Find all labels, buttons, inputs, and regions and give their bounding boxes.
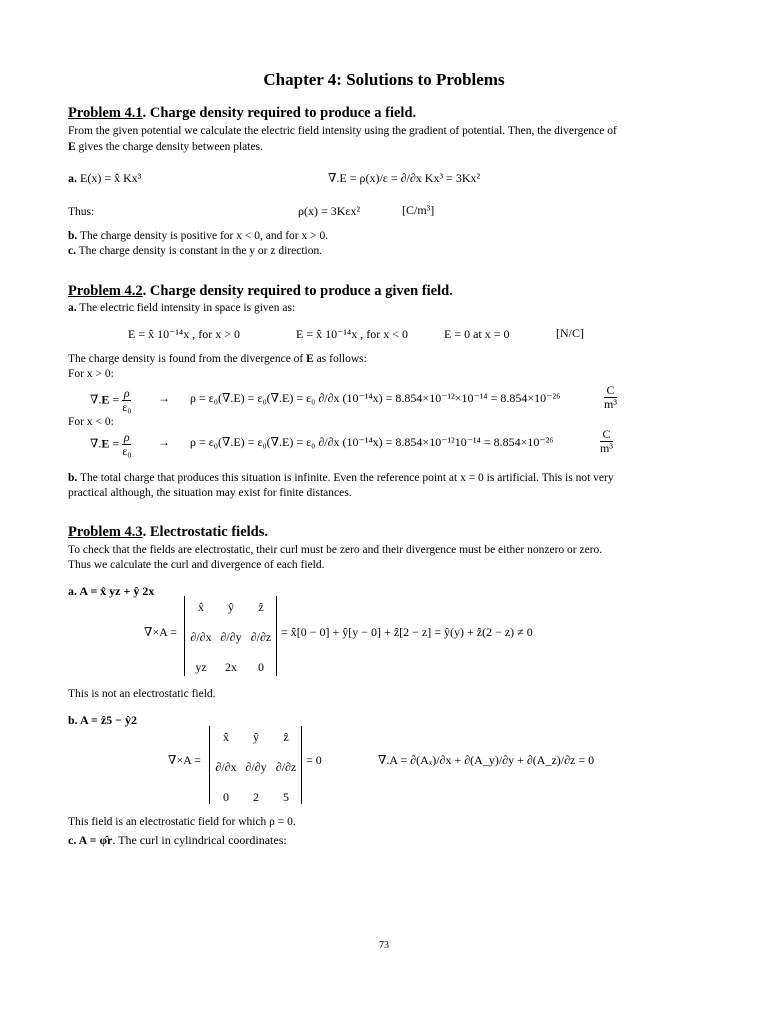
unit-den: m³: [600, 441, 613, 455]
text: The charge density is constant in the y or z direction.: [75, 245, 323, 257]
charge-equation-negative: ρ = ε₀(∇.E) = ε₀(∇.E) = ε₀ ∂/∂x (10⁻¹⁴x) = 8.854×10⁻¹²10⁻¹⁴ = 8.854×10⁻²⁶: [190, 435, 554, 449]
curl-lhs: ∇×A =: [168, 753, 201, 767]
determinant-bar-right: [276, 596, 277, 676]
matrix-cell: ∂/∂z: [275, 760, 297, 774]
unit: [C/m³]: [402, 203, 435, 217]
divergence-lhs: ∇.E = $\frac{\rho}{\text{ε₀}}$: [90, 386, 132, 414]
problem-title: . Electrostatic fields.: [142, 524, 269, 540]
matrix-cell: ∂/∂x: [190, 630, 212, 644]
matrix-cell: 2: [253, 790, 259, 804]
paragraph: [68, 833, 287, 848]
problem-title: . Charge density required to produce a field.: [142, 105, 417, 121]
text: as follows:: [313, 353, 367, 365]
matrix-cell: ∂/∂y: [220, 630, 242, 644]
condition-label: For x > 0:: [68, 368, 114, 380]
paragraph: [68, 228, 328, 244]
item-label: a.: [68, 171, 77, 185]
paragraph: From the given potential we calculate the electric field intensity using the gradient of potential. Then, the divergence of: [68, 125, 617, 137]
charge-density-equation: ρ(x) = 3Kεx²: [298, 204, 361, 218]
paragraph: [68, 300, 295, 316]
unit-num: C: [604, 384, 617, 398]
equation: [68, 171, 141, 186]
paragraph: Thus we calculate the curl and divergence of each field.: [68, 559, 325, 571]
determinant-bar-left: [184, 596, 185, 676]
text: The charge density is found from the divergence of: [68, 353, 307, 365]
divergence-equation: ∇.E = ρ(x)/ε = ∂/∂x Kx³ = 3Kx²: [328, 171, 481, 185]
field-equation-negative: E = x̂ 10⁻¹⁴x , for x < 0: [296, 327, 408, 341]
item-label: c.: [68, 245, 76, 257]
chapter-title: Chapter 4: Solutions to Problems: [263, 70, 505, 89]
matrix-cell: 0: [258, 660, 264, 674]
item-label: a.: [68, 302, 77, 314]
matrix-cell: ∂/∂x: [215, 760, 237, 774]
curl-result: = 0: [306, 753, 322, 767]
matrix-cell: ẑ: [283, 730, 289, 744]
field-zero: E = 0 at x = 0: [444, 327, 510, 341]
problem-4-3-heading: [68, 524, 268, 541]
label: Thus:: [68, 206, 95, 218]
paragraph: practical although, the situation may exist for finite distances.: [68, 487, 352, 499]
matrix-cell: x̂: [223, 730, 229, 744]
matrix-cell: yz: [195, 660, 207, 674]
field-equation-positive: E = x̂ 10⁻¹⁴x , for x > 0: [128, 327, 240, 341]
arrow: →: [158, 435, 170, 449]
problem-title: . Charge density required to produce a given field.: [142, 283, 453, 299]
text: The charge density is positive for x < 0, and for x > 0.: [77, 230, 329, 242]
divergence-lhs: ∇.E = $\frac{\rho}{\text{ε₀}}$: [90, 430, 132, 458]
determinant-bar-left: [209, 726, 210, 804]
problem-number: Problem 4.1: [68, 105, 143, 121]
unit-num: C: [600, 428, 613, 442]
paragraph: [68, 351, 367, 367]
matrix-cell: ŷ: [253, 730, 259, 744]
paragraph: This field is an electrostatic field for which ρ = 0.: [68, 816, 296, 828]
unit-den: m³: [604, 397, 617, 411]
matrix-cell: 5: [283, 790, 289, 804]
determinant-bar-right: [301, 726, 302, 804]
paragraph: [68, 470, 614, 486]
problem-number: Problem 4.3: [68, 524, 143, 540]
matrix-cell: ŷ: [228, 600, 234, 614]
item-label: c. A = φ̂r: [68, 833, 113, 847]
bold-term: E: [306, 353, 314, 365]
item-label: b.: [68, 230, 78, 242]
text: . The curl in cylindrical coordinates:: [112, 833, 287, 847]
matrix-cell: ẑ: [258, 600, 264, 614]
matrix-cell: ∂/∂z: [250, 630, 272, 644]
bold-term: E: [68, 141, 76, 153]
paragraph: [68, 243, 322, 259]
problem-4-1-heading: [68, 105, 416, 122]
matrix-cell: 0: [223, 790, 229, 804]
paragraph: To check that the fields are electrostatic, their curl must be zero and their divergence must be either nonzero or zero.: [68, 544, 603, 556]
condition-label: For x < 0:: [68, 416, 114, 428]
item-label: b.: [68, 472, 78, 484]
page-number: 73: [379, 940, 389, 951]
paragraph: This is not an electrostatic field.: [68, 688, 216, 700]
text: The electric field intensity in space is given as:: [76, 302, 296, 314]
item-label: b. A = ẑ5 − ŷ2: [68, 713, 138, 727]
matrix-cell: x̂: [198, 600, 204, 614]
text: gives the charge density between plates.: [75, 141, 263, 153]
unit: [N/C]: [556, 326, 584, 340]
field-equation: E(x) = x̂ Kx³: [80, 171, 142, 185]
matrix-cell: ∂/∂y: [245, 760, 267, 774]
unit-fraction: [600, 428, 613, 455]
charge-equation-positive: ρ = ε₀(∇.E) = ε₀(∇.E) = ε₀ ∂/∂x (10⁻¹⁴x) = 8.854×10⁻¹²×10⁻¹⁴ = 8.854×10⁻²⁶: [190, 391, 561, 405]
curl-lhs: ∇×A =: [144, 625, 177, 639]
matrix-cell: 2x: [225, 660, 237, 674]
problem-4-2-heading: [68, 283, 453, 300]
problem-number: Problem 4.2: [68, 283, 143, 299]
curl-result: = x̂[0 − 0] + ŷ[y − 0] + ẑ[2 − z] = ŷ(y) + ẑ(2 − z) ≠ 0: [281, 625, 533, 639]
item-label: a. A = x̂ yz + ŷ 2x: [68, 584, 155, 598]
divergence-equation: ∇.A = ∂(Aₓ)/∂x + ∂(A_y)/∂y + ∂(A_z)/∂z = 0: [378, 753, 595, 767]
text: The total charge that produces this situation is infinite. Even the reference point at x = 0 is artificial. This is not very: [77, 472, 614, 484]
arrow: →: [158, 391, 170, 405]
paragraph: [68, 139, 263, 155]
unit-fraction: [604, 384, 617, 411]
